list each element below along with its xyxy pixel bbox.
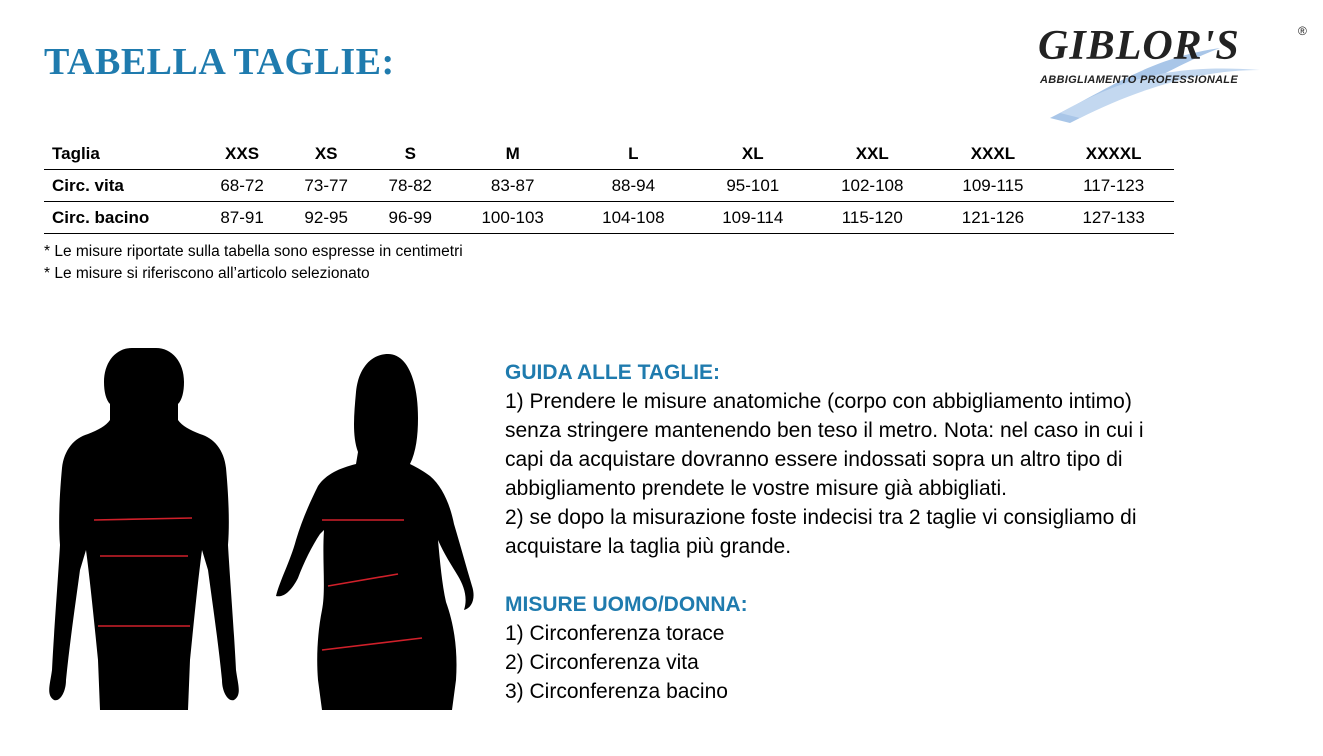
table-cell: 127-133 (1053, 202, 1174, 234)
guide-line: 1) Prendere le misure anatomiche (corpo con abbigliamento intimo) (505, 390, 1132, 413)
guide-line: capi da acquistare dovranno essere indossati sopra un altro tipo di (505, 448, 1123, 471)
table-cell: 121-126 (933, 202, 1054, 234)
table-cell: 102-108 (812, 170, 933, 202)
guide-line: 2) se dopo la misurazione foste indecisi tra 2 taglie vi consigliamo di (505, 506, 1137, 529)
size-header: L (573, 138, 694, 170)
table-cell: 78-82 (368, 170, 452, 202)
spacer (505, 561, 1285, 590)
size-header: XXXL (933, 138, 1054, 170)
size-header: XXS (200, 138, 284, 170)
size-guide (505, 358, 1285, 706)
size-table (44, 138, 1174, 234)
size-header: S (368, 138, 452, 170)
note-line: * Le misure si riferiscono all’articolo selezionato (44, 265, 370, 282)
table-cell: 104-108 (573, 202, 694, 234)
note-line: * Le misure riportate sulla tabella sono espresse in centimetri (44, 243, 463, 260)
size-header: XL (694, 138, 812, 170)
table-cell: 73-77 (284, 170, 368, 202)
measure-item: 3) Circonferenza bacino (505, 680, 728, 703)
table-cell: 109-115 (933, 170, 1054, 202)
measure-item: 1) Circonferenza torace (505, 622, 725, 645)
table-notes (44, 241, 463, 285)
size-header: XS (284, 138, 368, 170)
guide-line: abbigliamento prendete le vostre misure già abbigliati. (505, 477, 1007, 500)
measure-item: 2) Circonferenza vita (505, 651, 699, 674)
table-header-row (44, 138, 1174, 170)
table-cell: 83-87 (452, 170, 573, 202)
table-cell: 117-123 (1053, 170, 1174, 202)
table-cell: 100-103 (452, 202, 573, 234)
registered-mark: ® (1298, 24, 1307, 38)
logo-subtitle: ABBIGLIAMENTO PROFESSIONALE (1040, 74, 1238, 86)
guide-line: acquistare la taglia più grande. (505, 535, 792, 558)
table-cell: 68-72 (200, 170, 284, 202)
table-cell: 115-120 (812, 202, 933, 234)
table-cell: 109-114 (694, 202, 812, 234)
female-silhouette (276, 354, 474, 710)
brand-logo (1030, 18, 1310, 123)
size-header: M (452, 138, 573, 170)
table-header-label: Taglia (44, 138, 200, 170)
table-row (44, 202, 1174, 234)
row-label: Circ. bacino (44, 202, 200, 234)
size-header: XXXXL (1053, 138, 1174, 170)
body-silhouettes (40, 340, 490, 715)
table-cell: 88-94 (573, 170, 694, 202)
table-cell: 95-101 (694, 170, 812, 202)
measures-heading: MISURE UOMO/DONNA: (505, 593, 748, 616)
guide-heading: GUIDA ALLE TAGLIE: (505, 361, 721, 384)
row-label: Circ. vita (44, 170, 200, 202)
size-header: XXL (812, 138, 933, 170)
table-row (44, 170, 1174, 202)
guide-line: senza stringere mantenendo ben teso il metro. Nota: nel caso in cui i (505, 419, 1144, 442)
male-silhouette (49, 348, 239, 710)
table-cell: 92-95 (284, 202, 368, 234)
page-title: TABELLA TAGLIE: (44, 41, 395, 83)
table-cell: 96-99 (368, 202, 452, 234)
table-cell: 87-91 (200, 202, 284, 234)
logo-wordmark: GIBLOR'S (1038, 23, 1240, 69)
